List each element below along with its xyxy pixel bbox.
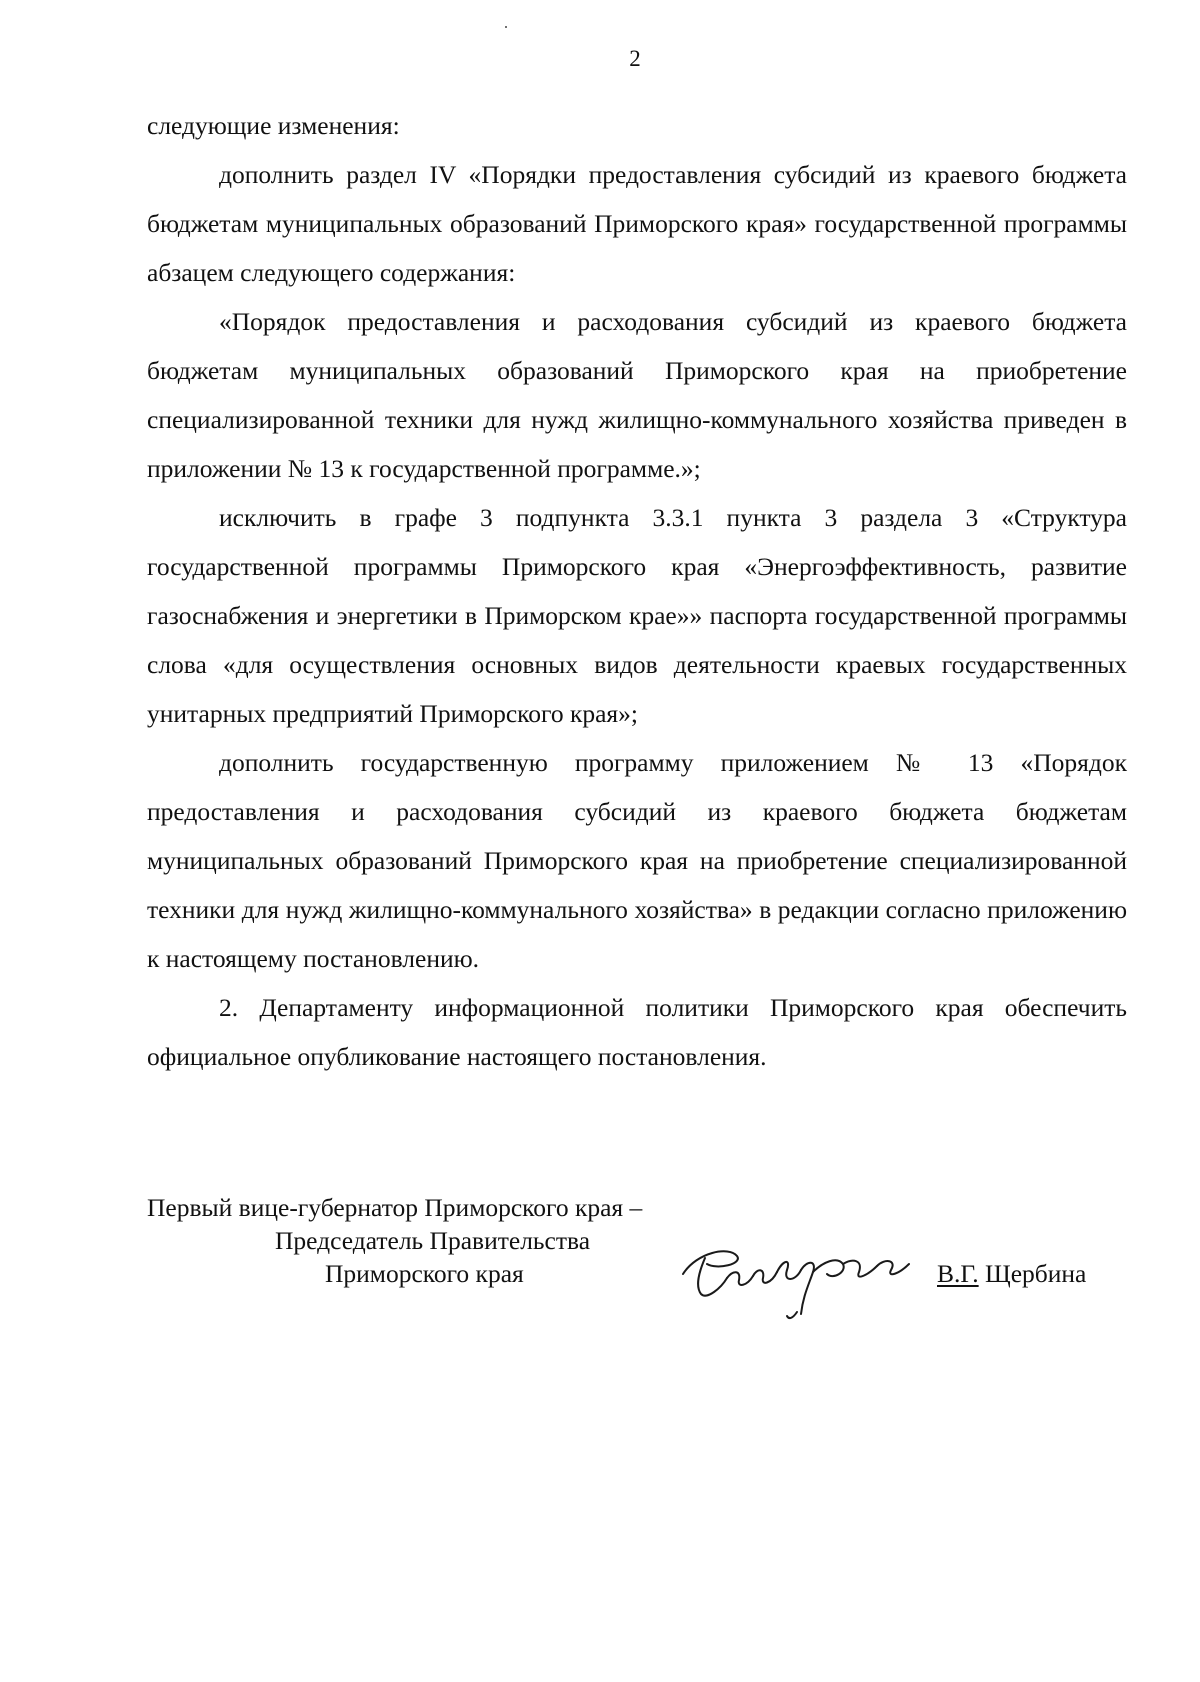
handwritten-signature [677, 1234, 927, 1324]
paragraph-amend-section-iv: дополнить раздел IV «Порядки предоставления субсидий из краевого бюджета бюджетам муниципальных образований Приморского края» государственной программы абзацем следующего содержания: [147, 160, 1127, 287]
signatory-name [937, 1258, 1086, 1290]
document-body [147, 101, 1127, 1081]
signatory-position-line1: Первый вице-губернатор Приморского края – [147, 1193, 643, 1222]
paragraph-exclude-words: исключить в графе 3 подпункта 3.3.1 пункта 3 раздела 3 «Структура государственной программы Приморского края «Энергоэффективность, развитие газоснабжения и энергетики в Приморском крае»» паспорта государственной программы слова «для осуществления основных видов деятельности краевых государственных унитарных предприятий Приморского края»; [147, 503, 1127, 728]
paragraph-intro: следующие изменения: [147, 111, 400, 140]
signatory-position-line3: Приморского края [325, 1259, 524, 1288]
paragraph-quoted-procedure: «Порядок предоставления и расходования субсидий из краевого бюджета бюджетам муниципальных образований Приморского края на приобретение специализированной техники для нужд жилищно-коммунального хозяйства приведен в приложении № 13 к государственной программе.»; [147, 307, 1127, 483]
signature-block [147, 1192, 1137, 1342]
signatory-position-line2: Председатель Правительства [275, 1226, 591, 1255]
paragraph-add-appendix: дополнить государственную программу приложением № 13 «Порядок предоставления и расходования субсидий из краевого бюджета бюджетам муниципальных образований Приморского края на приобретение специализированной техники для нужд жилищно-коммунального хозяйства» в редакции согласно приложению к настоящему постановлению. [147, 748, 1127, 973]
paragraph-item-2-publication: 2. Департаменту информационной политики Приморского края обеспечить официальное опубликование настоящего постановления. [147, 993, 1127, 1071]
page-number: 2 [629, 46, 641, 71]
signatory-initials: В.Г. [937, 1259, 979, 1288]
signatory-surname: Щербина [985, 1259, 1087, 1288]
scan-speck [505, 26, 507, 28]
